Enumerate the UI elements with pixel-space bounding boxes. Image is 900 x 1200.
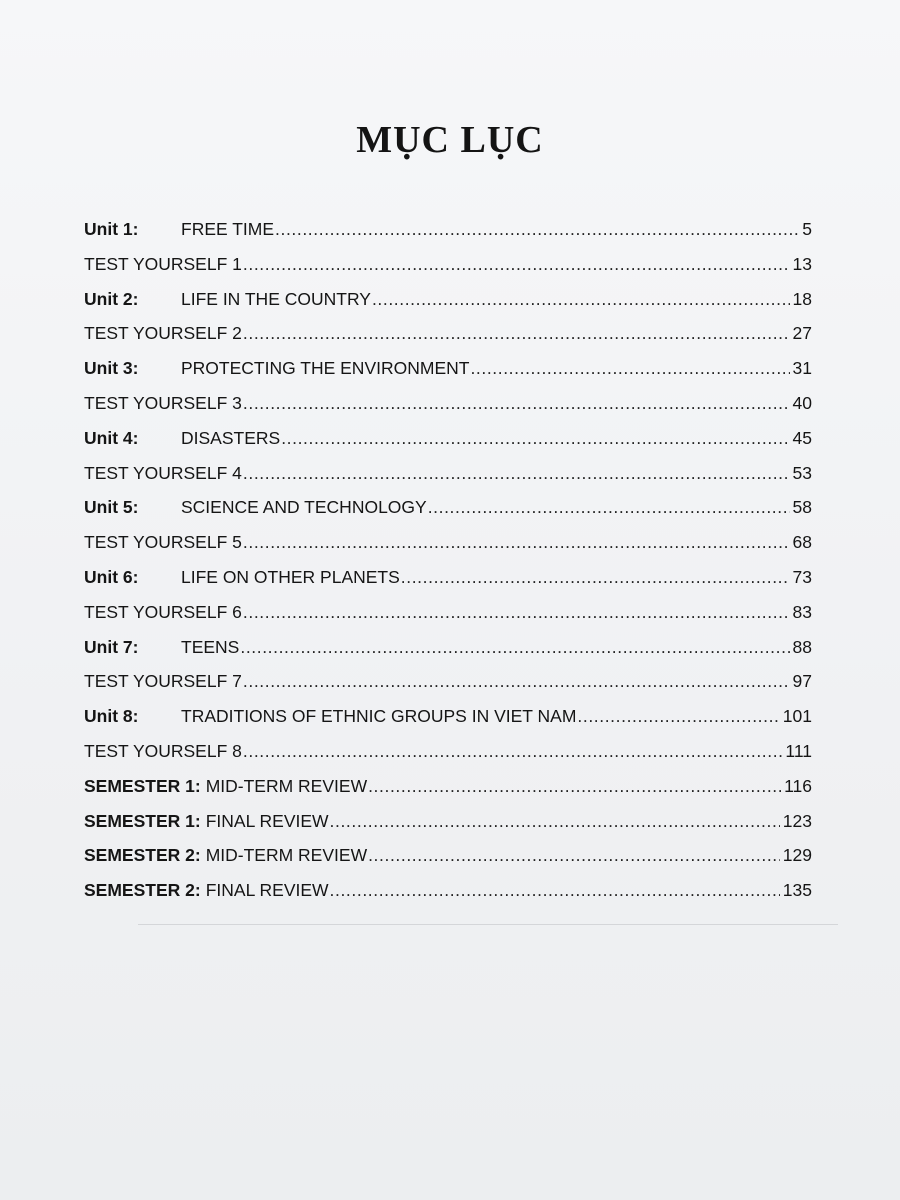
page-title: MỤC LỤC: [356, 119, 544, 161]
toc-entry-title: SCIENCE AND TECHNOLOGY: [181, 497, 427, 518]
toc-entry: [84, 664, 812, 699]
dot-leader: [428, 490, 790, 525]
toc-entry-title: PROTECTING THE ENVIRONMENT: [181, 358, 470, 379]
toc-entry-page-number: 53: [792, 462, 812, 483]
toc-entry: [84, 838, 812, 873]
toc-entry-title: TEST YOURSELF 2: [84, 323, 242, 344]
dot-leader: [243, 316, 790, 351]
dot-leader: [243, 664, 790, 699]
dot-leader: [243, 734, 783, 769]
toc-entry-page-number: 40: [792, 392, 812, 413]
toc-entry-page-number: 111: [785, 740, 812, 761]
dot-leader: [372, 282, 790, 317]
toc-entry-title: MID-TERM REVIEW: [205, 845, 368, 866]
toc-entry-label: SEMESTER 2:: [84, 880, 201, 901]
toc-entry-title: FINAL REVIEW: [205, 810, 329, 831]
divider-line: [138, 924, 838, 925]
dot-leader: [243, 456, 790, 491]
toc-entry-page-number: 97: [792, 671, 812, 692]
toc-entry-page-number: 45: [792, 427, 812, 448]
dot-leader: [243, 525, 790, 560]
toc-entry-page-number: 68: [792, 532, 812, 553]
toc-entry-page-number: 31: [792, 358, 812, 379]
toc-entry-title: TEST YOURSELF 6: [84, 601, 242, 622]
toc-entry: [84, 490, 812, 525]
toc-entry-label: Unit 2:: [84, 288, 139, 309]
toc-entry: [84, 351, 812, 386]
dot-leader: [243, 247, 790, 282]
toc-entry-title: DISASTERS: [181, 427, 281, 448]
toc-entry-label: Unit 7:: [84, 636, 139, 657]
toc-entry-label: Unit 4:: [84, 427, 139, 448]
toc-entry: [84, 769, 812, 804]
toc-entry-title: FINAL REVIEW: [205, 880, 329, 901]
toc-entry-page-number: 58: [792, 497, 812, 518]
toc-entry: [84, 699, 812, 734]
toc-entry-title: TEST YOURSELF 1: [84, 253, 242, 274]
toc-entry-page-number: 83: [792, 601, 812, 622]
toc-entry-title: TEST YOURSELF 7: [84, 671, 242, 692]
toc-entry-page-number: 88: [792, 636, 812, 657]
toc-entry-title: TRADITIONS OF ETHNIC GROUPS IN VIET NAM: [181, 706, 577, 727]
dot-leader: [577, 699, 779, 734]
toc-entry: [84, 421, 812, 456]
toc-entry-page-number: 13: [792, 253, 812, 274]
toc-entry: [84, 873, 812, 908]
dot-leader: [470, 351, 789, 386]
toc-entry-label: Unit 6:: [84, 566, 139, 587]
dot-leader: [401, 560, 790, 595]
dot-leader: [243, 386, 790, 421]
toc-entry: [84, 560, 812, 595]
toc-entry: [84, 386, 812, 421]
toc-entry-page-number: 18: [792, 288, 812, 309]
toc-entry-label: SEMESTER 1:: [84, 775, 201, 796]
toc-entry-title: TEENS: [181, 636, 240, 657]
toc-entry-title: TEST YOURSELF 8: [84, 740, 242, 761]
toc-entry-title: MID-TERM REVIEW: [205, 775, 368, 796]
toc-entry: [84, 595, 812, 630]
toc-entry-label: Unit 5:: [84, 497, 139, 518]
dot-leader: [368, 838, 780, 873]
toc-entry-title: TEST YOURSELF 3: [84, 392, 242, 413]
dot-leader: [330, 873, 780, 908]
dot-leader: [281, 421, 789, 456]
toc-entry-page-number: 27: [792, 323, 812, 344]
toc-entry-page-number: 135: [782, 880, 812, 901]
toc-entry: [84, 247, 812, 282]
toc-entry-page-number: 129: [782, 845, 812, 866]
toc-entry-label: SEMESTER 2:: [84, 845, 201, 866]
toc-entry-page-number: 116: [784, 775, 812, 796]
table-of-contents: [84, 212, 812, 908]
toc-entry-title: LIFE IN THE COUNTRY: [181, 288, 371, 309]
toc-entry-label: SEMESTER 1:: [84, 810, 201, 831]
toc-entry: [84, 804, 812, 839]
toc-entry-title: LIFE ON OTHER PLANETS: [181, 566, 400, 587]
dot-leader: [243, 595, 790, 630]
toc-entry-label: Unit 1:: [84, 219, 139, 239]
toc-entry-label: Unit 8:: [84, 706, 139, 727]
toc-entry-title: TEST YOURSELF 5: [84, 532, 242, 553]
toc-entry: [84, 282, 812, 317]
toc-entry-page-number: 73: [792, 566, 812, 587]
toc-entry: [84, 734, 812, 769]
toc-entry-page-number: 123: [782, 810, 812, 831]
toc-entry-title: TEST YOURSELF 4: [84, 462, 242, 483]
toc-entry-page-number: 5: [802, 219, 812, 239]
dot-leader: [275, 212, 799, 247]
toc-entry: [84, 525, 812, 560]
toc-entry: [84, 316, 812, 351]
toc-entry: [84, 456, 812, 491]
dot-leader: [240, 630, 789, 665]
toc-entry: [84, 630, 812, 665]
dot-leader: [368, 769, 781, 804]
dot-leader: [330, 804, 780, 839]
toc-entry-title: FREE TIME: [181, 219, 275, 239]
toc-entry: [84, 212, 812, 247]
toc-entry-page-number: 101: [782, 706, 812, 727]
toc-entry-label: Unit 3:: [84, 358, 139, 379]
